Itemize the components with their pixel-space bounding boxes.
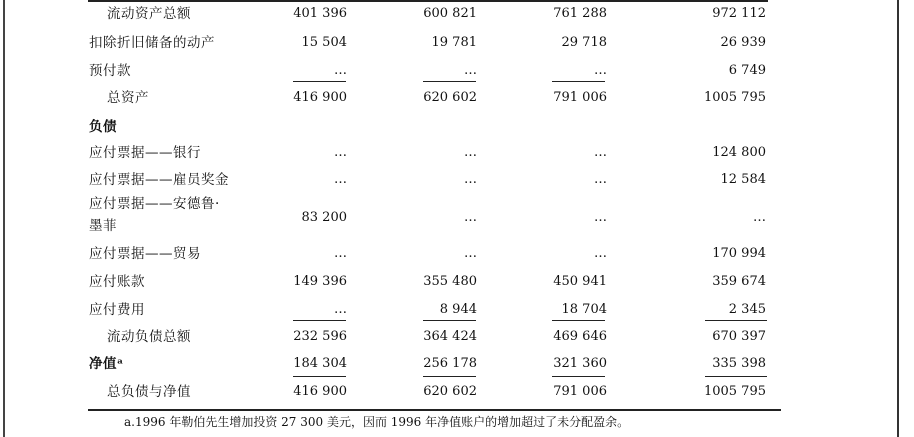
row-label-continuation: 墨菲 xyxy=(89,218,117,234)
cell-1996: 972 112 xyxy=(712,6,766,21)
cell-1993: … xyxy=(334,172,347,187)
cell-1994: 8 944 xyxy=(439,302,477,317)
footnote: a.1996 年勒伯先生增加投资 27 300 美元，因而 1996 年净值账户的增加超过了未分配盈余。 xyxy=(124,415,630,429)
cell-1996: 6 749 xyxy=(728,63,766,78)
table-row-notes-bonus xyxy=(0,172,914,196)
cell-1993: 83 200 xyxy=(301,210,347,225)
subtotal-rule xyxy=(293,320,346,321)
table-row-property xyxy=(0,35,914,59)
cell-1993: 15 504 xyxy=(301,35,347,50)
cell-1996: 1005 795 xyxy=(703,90,766,105)
cell-1994: … xyxy=(464,210,477,225)
cell-1993: 416 900 xyxy=(293,384,347,399)
cell-1995: 18 704 xyxy=(561,302,607,317)
cell-1994: 256 178 xyxy=(423,356,477,371)
cell-1996: 26 939 xyxy=(720,35,766,50)
cell-1995: … xyxy=(594,63,607,78)
cell-1993: … xyxy=(334,302,347,317)
cell-1996: 670 397 xyxy=(712,329,766,344)
row-label: 净值ᵃ xyxy=(89,356,124,372)
cell-1994: … xyxy=(464,172,477,187)
total-rule xyxy=(552,376,605,377)
table-bottom-rule xyxy=(88,409,781,411)
cell-1993: … xyxy=(334,246,347,261)
cell-1995: 29 718 xyxy=(561,35,607,50)
cell-1995: 321 360 xyxy=(553,356,607,371)
row-label: 应付账款 xyxy=(89,274,145,290)
table-row-notes-bank xyxy=(0,145,914,169)
table-row-total-assets xyxy=(0,90,914,114)
table-row-current-assets xyxy=(0,6,914,30)
table-row-accounts-payable xyxy=(0,274,914,298)
row-label: 流动负债总额 xyxy=(107,329,191,345)
cell-1993: 149 396 xyxy=(293,274,347,289)
total-rule xyxy=(705,376,767,377)
row-label: 扣除折旧储备的动产 xyxy=(89,35,215,51)
cell-1994: … xyxy=(464,63,477,78)
row-label: 流动资产总额 xyxy=(107,6,191,22)
row-label: 应付票据——安德鲁· xyxy=(89,196,220,212)
table-row-total-liabilities-net-worth xyxy=(0,384,914,408)
cell-1995: … xyxy=(594,246,607,261)
table-row-prepayments xyxy=(0,63,914,87)
total-rule xyxy=(423,376,476,377)
cell-1993: … xyxy=(334,145,347,160)
row-label: 应付费用 xyxy=(89,302,145,318)
subtotal-rule xyxy=(552,81,605,82)
row-label: 总资产 xyxy=(107,90,149,106)
section-label: 负债 xyxy=(89,119,117,135)
table-row-notes-trade xyxy=(0,246,914,270)
cell-1995: 469 646 xyxy=(553,329,607,344)
cell-1994: … xyxy=(464,145,477,160)
table-top-rule xyxy=(88,0,768,2)
cell-1996: 359 674 xyxy=(712,274,766,289)
subtotal-rule xyxy=(552,320,605,321)
subtotal-rule xyxy=(293,81,346,82)
cell-1995: 761 288 xyxy=(553,6,607,21)
cell-1993: 184 304 xyxy=(293,356,347,371)
cell-1994: … xyxy=(464,246,477,261)
cell-1994: 19 781 xyxy=(431,35,477,50)
total-rule xyxy=(293,376,346,377)
row-label: 预付款 xyxy=(89,63,131,79)
cell-1996: 12 584 xyxy=(720,172,766,187)
cell-1996: 335 398 xyxy=(712,356,766,371)
cell-1995: 791 006 xyxy=(553,90,607,105)
table-row-notes-murphy xyxy=(0,196,914,240)
subtotal-rule xyxy=(705,320,767,321)
subtotal-rule xyxy=(423,320,476,321)
cell-1993: 416 900 xyxy=(293,90,347,105)
cell-1996: 170 994 xyxy=(712,246,766,261)
cell-1995: … xyxy=(594,145,607,160)
table-row-accrued-expenses xyxy=(0,302,914,326)
row-label: 应付票据——贸易 xyxy=(89,246,201,262)
cell-1996: 1005 795 xyxy=(703,384,766,399)
cell-1994: 600 821 xyxy=(423,6,477,21)
cell-1996: 2 345 xyxy=(728,302,766,317)
cell-1993: 401 396 xyxy=(293,6,347,21)
table-row-current-liabilities xyxy=(0,329,914,353)
cell-1995: 791 006 xyxy=(553,384,607,399)
row-label: 应付票据——雇员奖金 xyxy=(89,172,229,188)
section-heading-liabilities xyxy=(0,119,914,143)
cell-1994: 364 424 xyxy=(423,329,477,344)
cell-1993: … xyxy=(334,63,347,78)
cell-1996: … xyxy=(753,210,766,225)
cell-1995: … xyxy=(594,172,607,187)
cell-1994: 355 480 xyxy=(423,274,477,289)
cell-1994: 620 602 xyxy=(423,90,477,105)
row-label: 总负债与净值 xyxy=(107,384,191,400)
cell-1996: 124 800 xyxy=(712,145,766,160)
row-label: 应付票据——银行 xyxy=(89,145,201,161)
cell-1994: 620 602 xyxy=(423,384,477,399)
cell-1993: 232 596 xyxy=(293,329,347,344)
subtotal-rule xyxy=(423,81,476,82)
cell-1995: 450 941 xyxy=(553,274,607,289)
cell-1995: … xyxy=(594,210,607,225)
